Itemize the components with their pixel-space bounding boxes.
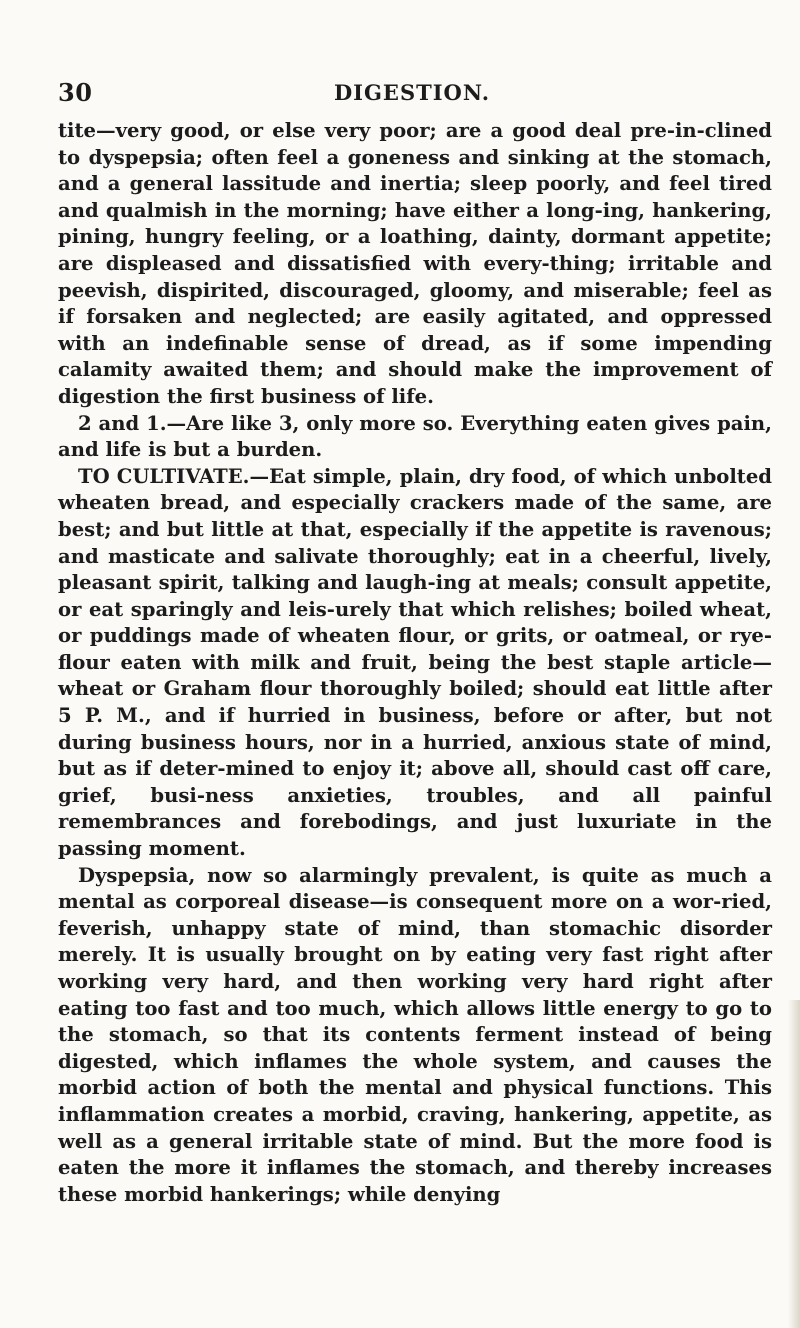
paragraph-dyspepsia: Dyspepsia, now so alarmingly prevalent, is quite as much a mental as corporeal disease—is consequent more on a wor-ried, feverish, unhappy state of mind, than stomachic disorder merely. It is usually brought on by eating very fast right after working very hard, and then working very hard right after eating too fast and too much, which allows little energy to go to the stomach, so that its contents ferment instead of being digested, which inflames the whole system, and causes the morbid action of both the mental and physical functions. This inflammation creates a morbid, craving, hankering, appetite, as well as a general irritable state of mind. But the more food is eaten the more it inflames the stomach, and thereby increases these morbid hankerings; while denying: [58, 863, 772, 1206]
page-edge-shadow: [788, 1000, 800, 1328]
running-head: DIGESTION.: [333, 80, 491, 105]
body-text: [58, 118, 772, 1208]
page-number: 30: [58, 78, 93, 107]
paragraph-continuation: tite—very good, or else very poor; are a good deal pre-in-clined to dyspepsia; often feel a goneness and sinking at the stomach, and a general lassitude and inertia; sleep poorly, and feel tired and qualmish in the morning; have either a long-ing, hankering, pining, hungry feeling, or a loathing, dainty, dormant appetite; are displeased and dissatisfied with every-thing; irritable and peevish, dispirited, discouraged, gloomy, and miserable; feel as if forsaken and neglected; are easily agitated, and oppressed with an indefinable sense of dread, as if some impending calamity awaited them; and should make the improvement of digestion the first business of life.: [58, 119, 772, 408]
paragraph-degree-2-1: 2 and 1.—Are like 3, only more so. Everything eaten gives pain, and life is but a burden.: [58, 411, 772, 462]
page-header: [58, 78, 766, 110]
paragraph-to-cultivate: TO CULTIVATE.—Eat simple, plain, dry food, of which unbolted wheaten bread, and especially crackers made of the same, are best; and but little at that, especially if the appetite is ravenous; and masticate and salivate thoroughly; eat in a cheerful, lively, pleasant spirit, talking and laugh-ing at meals; consult appetite, or eat sparingly and leis-urely that which relishes; boiled wheat, or puddings made of wheaten flour, or grits, or oatmeal, or rye-flour eaten with milk and fruit, being the best staple article—wheat or Graham flour thoroughly boiled; should eat little after 5 P. M., and if hurried in business, before or after, but not during business hours, nor in a hurried, anxious state of mind, but as if deter-mined to enjoy it; above all, should cast off care, grief, busi-ness anxieties, troubles, and all painful remembrances and forebodings, and just luxuriate in the passing moment.: [58, 464, 772, 861]
